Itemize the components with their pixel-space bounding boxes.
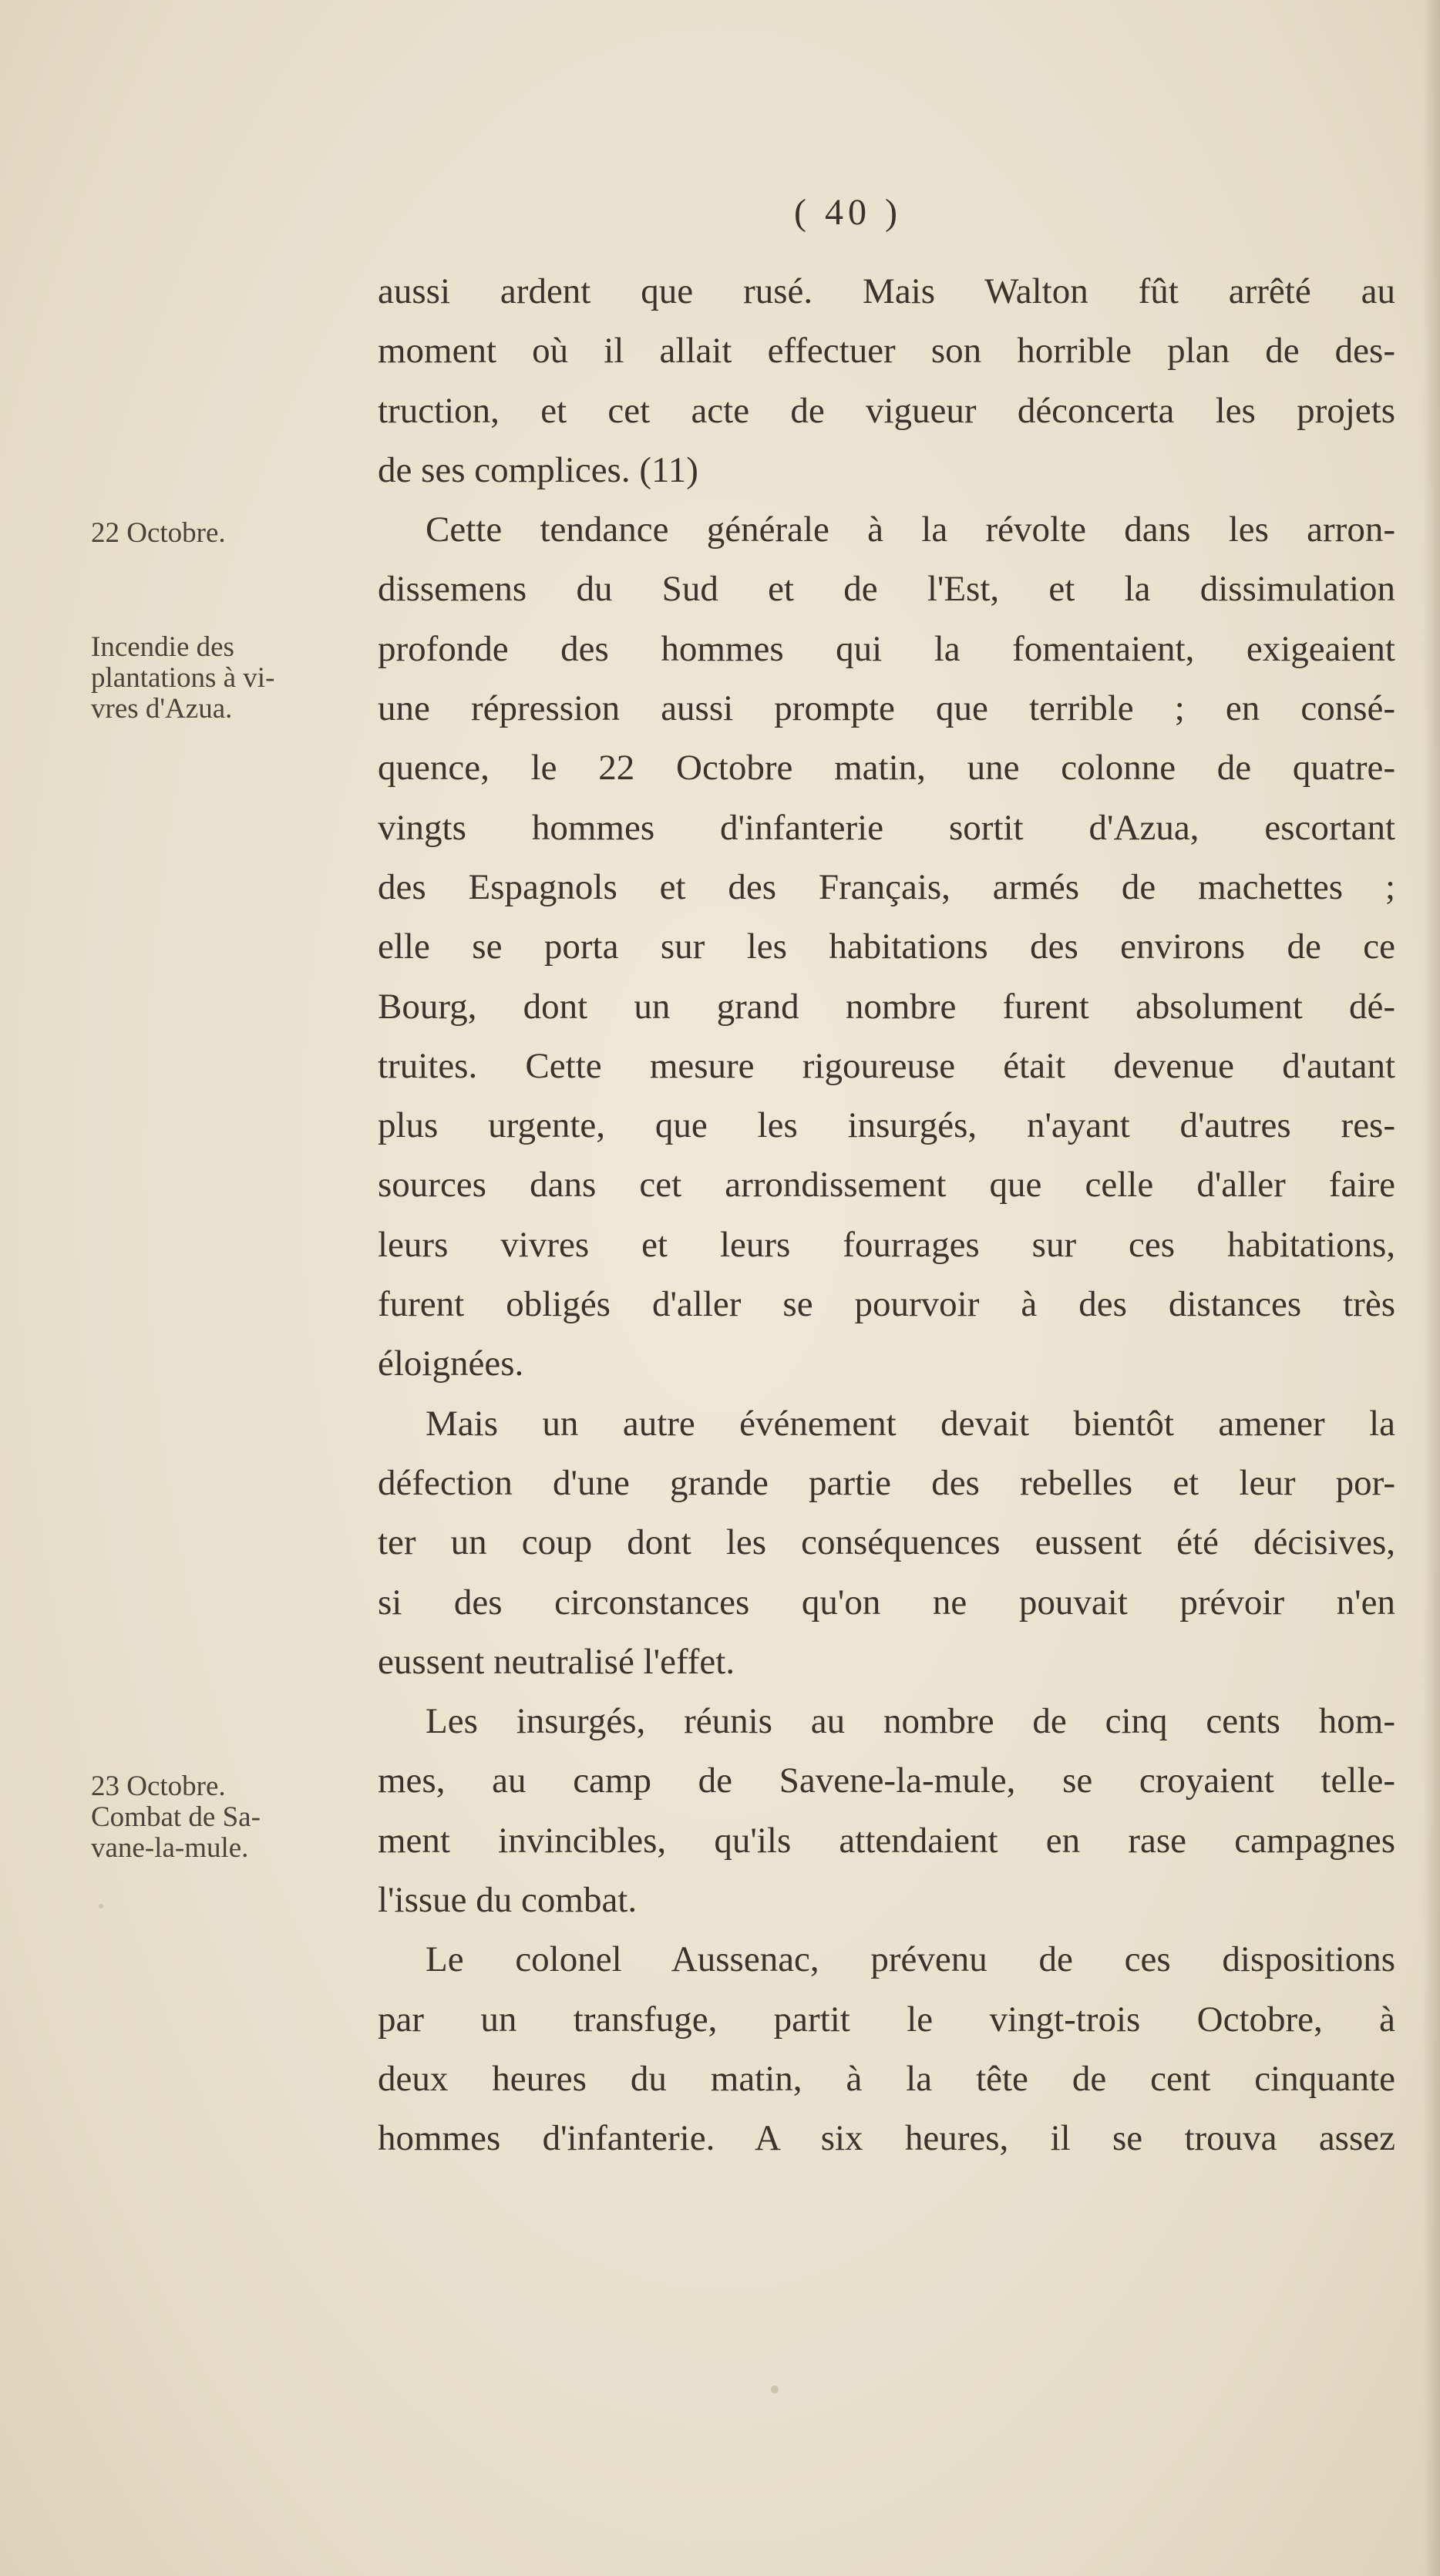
text-line: vingts hommes d'infanterie sortit d'Azua, escortant xyxy=(378,807,1395,848)
margin-note-line: 22 Octobre. xyxy=(91,517,226,549)
text-line: dissemens du Sud et de l'Est, et la dissimulation xyxy=(378,569,1395,610)
paper-speck xyxy=(771,2386,779,2393)
text-line: elle se porta sur les habitations des environs de ce xyxy=(378,926,1395,967)
text-line: éloignées. xyxy=(378,1343,524,1384)
text-line: eussent neutralisé l'effet. xyxy=(378,1641,735,1682)
text-line: ter un coup dont les conséquences eussent été décisives, xyxy=(378,1522,1395,1563)
text-line: plus urgente, que les insurgés, n'ayant d'autres res- xyxy=(378,1105,1395,1146)
margin-note-line: Incendie des xyxy=(91,631,234,663)
text-line: moment où il allait effectuer son horrible plan de des- xyxy=(378,331,1395,372)
body-text xyxy=(378,262,1395,2169)
margin-note-incendie xyxy=(91,632,345,725)
margin-note-23-octobre xyxy=(91,1771,345,1864)
text-line: profonde des hommes qui la fomentaient, exigeaient xyxy=(378,628,1395,669)
text-line: truction, et cet acte de vigueur déconcerta les projets xyxy=(378,390,1395,431)
text-line: l'issue du combat. xyxy=(378,1880,638,1921)
text-line: si des circonstances qu'on ne pouvait prévoir n'en xyxy=(378,1582,1395,1623)
margin-note-line: vane-la-mule. xyxy=(91,1832,249,1864)
text-line: mes, au camp de Savene-la-mule, se croyaient telle- xyxy=(378,1760,1395,1801)
margin-note-line: vres d'Azua. xyxy=(91,693,233,725)
margin-note-22-octobre xyxy=(91,518,345,549)
text-line: aussi ardent que rusé. Mais Walton fût arrêté au xyxy=(378,271,1395,311)
text-line: truites. Cette mesure rigoureuse était devenue d'autant xyxy=(378,1045,1395,1086)
page-edge-shadow xyxy=(1423,0,1440,2576)
text-line: quence, le 22 Octobre matin, une colonne de quatre- xyxy=(378,748,1395,789)
text-line: des Espagnols et des Français, armés de machettes ; xyxy=(378,866,1395,907)
text-line: leurs vivres et leurs fourrages sur ces habitations, xyxy=(378,1224,1395,1265)
text-line: une répression aussi prompte que terrible ; en consé- xyxy=(378,688,1395,729)
text-line: deux heures du matin, à la tête de cent cinquante xyxy=(378,2058,1395,2099)
paper-speck xyxy=(99,1904,103,1908)
margin-note-line: Combat de Sa- xyxy=(91,1801,261,1833)
text-line: furent obligés d'aller se pourvoir à des distances très xyxy=(378,1284,1395,1325)
text-line: défection d'une grande partie des rebelles et leur por- xyxy=(378,1462,1395,1503)
text-line: sources dans cet arrondissement que celle d'aller faire xyxy=(378,1165,1395,1206)
text-line: de ses complices. (11) xyxy=(378,449,698,490)
text-line: Mais un autre événement devait bientôt amener la xyxy=(426,1403,1395,1444)
margin-note-line: plantations à vi- xyxy=(91,662,275,694)
text-line: Les insurgés, réunis au nombre de cinq cents hom- xyxy=(426,1701,1395,1742)
margin-note-line: 23 Octobre. xyxy=(91,1771,226,1802)
text-line: Le colonel Aussenac, prévenu de ces dispositions xyxy=(426,1939,1395,1980)
page-number: ( 40 ) xyxy=(794,192,902,233)
text-line: Bourg, dont un grand nombre furent absolument dé- xyxy=(378,986,1395,1027)
text-line: par un transfuge, partit le vingt-trois Octobre, à xyxy=(378,1999,1395,2040)
text-line: hommes d'infanterie. A six heures, il se trouva assez xyxy=(378,2118,1395,2159)
text-line: ment invincibles, qu'ils attendaient en rase campagnes xyxy=(378,1820,1395,1861)
text-line: Cette tendance générale à la révolte dans les arron- xyxy=(426,509,1395,550)
